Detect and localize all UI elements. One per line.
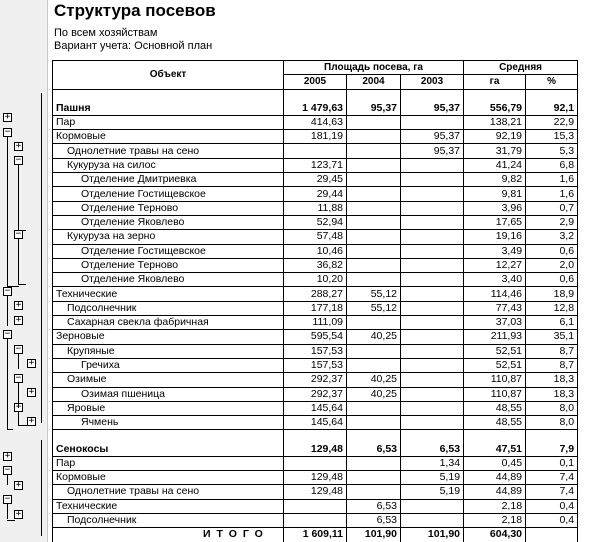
cell-v2003	[401, 358, 464, 372]
table-row	[53, 115, 578, 129]
cell-v2005: 57,48	[284, 230, 347, 244]
cell-ga: 114,46	[464, 287, 526, 301]
cell-v2003: 1,34	[401, 456, 464, 470]
collapse-icon[interactable]: −	[15, 344, 22, 354]
cell-v2003	[401, 499, 464, 513]
row-label: Технические	[53, 499, 284, 513]
cell-pct: 8,7	[526, 344, 578, 358]
cell-v2004	[347, 144, 401, 158]
cell-v2005: 292,37	[284, 373, 347, 387]
cell-pct: 0,4	[526, 513, 578, 527]
expand-icon[interactable]: +	[15, 480, 22, 490]
cell-v2005	[284, 144, 347, 158]
table-row	[53, 513, 578, 527]
cell-ga: 138,21	[464, 115, 526, 129]
cell-v2004: 6,53	[347, 499, 401, 513]
expand-icon[interactable]: +	[15, 141, 22, 151]
table-row	[53, 102, 578, 116]
table-row	[53, 215, 578, 229]
outline-connector-line	[7, 286, 19, 287]
outline-connector-line	[18, 165, 19, 230]
col-header-average: Средняя	[464, 61, 578, 75]
table-row	[53, 456, 578, 470]
cell-v2005: 145,64	[284, 401, 347, 415]
cell-v2003: 6,53	[401, 442, 464, 456]
spacer-row	[53, 89, 578, 102]
cell-pct: 0,4	[526, 499, 578, 513]
cell-pct: 0,6	[526, 273, 578, 287]
cell-ga: 31,79	[464, 144, 526, 158]
cell-v2004	[347, 456, 401, 470]
cell-v2003	[401, 215, 464, 229]
cell-v2003: 95,37	[401, 144, 464, 158]
cell-v2004	[347, 230, 401, 244]
cell-v2005: 157,53	[284, 358, 347, 372]
collapse-icon[interactable]: −	[4, 329, 11, 339]
cell-v2003	[401, 201, 464, 215]
table-row	[53, 442, 578, 456]
total-ga: 604,30	[464, 528, 526, 542]
sowing-structure-table	[52, 60, 578, 542]
cell-pct: 1,6	[526, 173, 578, 187]
cell-v2005: 129,48	[284, 471, 347, 485]
cell-pct: 8,7	[526, 358, 578, 372]
cell-v2005: 29,44	[284, 187, 347, 201]
cell-ga: 19,16	[464, 230, 526, 244]
cell-v2004: 40,25	[347, 387, 401, 401]
cell-v2004	[347, 215, 401, 229]
cell-v2003	[401, 330, 464, 344]
cell-pct: 1,6	[526, 187, 578, 201]
row-label: Кормовые	[53, 471, 284, 485]
cell-v2003	[401, 173, 464, 187]
row-label: Крупяные	[53, 344, 284, 358]
total-v2004: 101,90	[347, 528, 401, 542]
collapse-icon[interactable]: −	[15, 155, 22, 165]
cell-ga: 2,18	[464, 513, 526, 527]
row-label: Отделение Дмитриевка	[53, 173, 284, 187]
col-header-ga: га	[464, 75, 526, 89]
row-label: Кукуруза на силос	[53, 158, 284, 172]
outline-connector-line	[18, 412, 19, 426]
cell-ga: 77,43	[464, 301, 526, 315]
collapse-icon[interactable]: −	[4, 286, 11, 296]
outline-connector-line	[18, 425, 28, 426]
cell-v2004: 6,53	[347, 513, 401, 527]
cell-v2005: 595,54	[284, 330, 347, 344]
cell-pct: 7,9	[526, 442, 578, 456]
cell-ga: 556,79	[464, 102, 526, 116]
row-label: Пар	[53, 456, 284, 470]
total-row	[53, 528, 578, 542]
expand-icon[interactable]: +	[4, 112, 11, 122]
subtitle-scope: По всем хозяйствам	[54, 27, 158, 39]
cell-v2003	[401, 115, 464, 129]
cell-v2005: 11,88	[284, 201, 347, 215]
cell-v2005	[284, 456, 347, 470]
cell-ga: 92,19	[464, 130, 526, 144]
cell-v2004	[347, 258, 401, 272]
cell-v2003	[401, 244, 464, 258]
row-label: Отделение Яковлево	[53, 215, 284, 229]
col-header-area: Площадь посева, га	[284, 61, 464, 75]
collapse-icon[interactable]: −	[4, 494, 11, 504]
row-label: Сенокосы	[53, 442, 284, 456]
cell-ga: 12,27	[464, 258, 526, 272]
cell-v2004: 55,12	[347, 287, 401, 301]
cell-v2004	[347, 130, 401, 144]
outline-connector-line	[41, 440, 42, 536]
cell-ga: 52,51	[464, 344, 526, 358]
row-label: Однолетние травы на сено	[53, 144, 284, 158]
outline-connector-line	[41, 93, 42, 423]
cell-v2005: 10,20	[284, 273, 347, 287]
expand-icon[interactable]: +	[28, 387, 35, 397]
cell-pct: 0,6	[526, 244, 578, 258]
table-row	[53, 358, 578, 372]
outline-connector-line	[7, 475, 8, 485]
collapse-icon[interactable]: −	[4, 465, 11, 475]
cell-ga: 110,87	[464, 387, 526, 401]
cell-ga: 3,40	[464, 273, 526, 287]
row-label: Ячмень	[53, 416, 284, 430]
cell-v2004	[347, 273, 401, 287]
outline-connector-line	[7, 339, 8, 429]
cell-v2004: 6,53	[347, 442, 401, 456]
cell-v2005: 1 479,63	[284, 102, 347, 116]
total-v2005: 1 609,11	[284, 528, 347, 542]
outline-connector-line	[7, 504, 8, 519]
row-label: Подсолнечник	[53, 301, 284, 315]
expand-icon[interactable]: +	[4, 451, 11, 461]
cell-v2005: 177,18	[284, 301, 347, 315]
cell-v2005: 129,48	[284, 442, 347, 456]
outline-connector-line	[7, 296, 8, 326]
cell-v2003	[401, 373, 464, 387]
table-row	[53, 344, 578, 358]
cell-v2003: 95,37	[401, 102, 464, 116]
cell-v2005: 414,63	[284, 115, 347, 129]
cell-pct: 92,1	[526, 102, 578, 116]
collapse-icon[interactable]: −	[15, 402, 22, 412]
cell-pct: 8,0	[526, 416, 578, 430]
outline-gutter	[0, 0, 48, 542]
outline-connector-line	[18, 230, 26, 231]
cell-pct: 18,9	[526, 287, 578, 301]
outline-connector-line	[18, 284, 26, 285]
cell-v2003	[401, 301, 464, 315]
table-row	[53, 401, 578, 415]
row-label: Технические	[53, 287, 284, 301]
cell-pct: 22,9	[526, 115, 578, 129]
total-v2003: 101,90	[401, 528, 464, 542]
table-row	[53, 471, 578, 485]
table-row	[53, 485, 578, 499]
cell-v2004: 40,25	[347, 330, 401, 344]
table-row	[53, 258, 578, 272]
cell-v2004	[347, 173, 401, 187]
row-label: Однолетние травы на сено	[53, 485, 284, 499]
cell-v2005: 288,27	[284, 287, 347, 301]
col-header-2003: 2003	[401, 75, 464, 89]
row-label: Зерновые	[53, 330, 284, 344]
cell-pct: 0,1	[526, 456, 578, 470]
cell-pct: 12,8	[526, 301, 578, 315]
cell-ga: 9,81	[464, 187, 526, 201]
cell-pct: 2,0	[526, 258, 578, 272]
cell-v2004	[347, 244, 401, 258]
collapse-icon[interactable]: −	[15, 229, 22, 239]
cell-pct: 6,1	[526, 316, 578, 330]
cell-v2004	[347, 471, 401, 485]
collapse-icon[interactable]: −	[4, 127, 11, 137]
cell-v2005: 10,46	[284, 244, 347, 258]
cell-pct: 18,3	[526, 373, 578, 387]
table-row	[53, 499, 578, 513]
cell-ga: 44,89	[464, 471, 526, 485]
cell-v2004	[347, 158, 401, 172]
table-row	[53, 144, 578, 158]
row-label: Отделение Терново	[53, 201, 284, 215]
cell-v2005: 111,09	[284, 316, 347, 330]
row-label: Озимая пшеница	[53, 387, 284, 401]
table-row	[53, 130, 578, 144]
cell-ga: 52,51	[464, 358, 526, 372]
table-row	[53, 387, 578, 401]
cell-v2004: 95,37	[347, 102, 401, 116]
cell-v2004: 55,12	[347, 301, 401, 315]
table-row	[53, 201, 578, 215]
row-label: Кукуруза на зерно	[53, 230, 284, 244]
cell-v2003	[401, 513, 464, 527]
cell-v2005	[284, 499, 347, 513]
cell-v2003	[401, 158, 464, 172]
cell-v2003	[401, 387, 464, 401]
cell-ga: 0,45	[464, 456, 526, 470]
cell-pct: 3,2	[526, 230, 578, 244]
cell-v2003	[401, 230, 464, 244]
collapse-icon[interactable]: −	[15, 373, 22, 383]
outline-connector-line	[18, 383, 19, 408]
outline-connector-line	[7, 429, 13, 430]
cell-v2004	[347, 344, 401, 358]
cell-v2005	[284, 513, 347, 527]
col-header-pct: %	[526, 75, 578, 89]
cell-v2005: 123,71	[284, 158, 347, 172]
cell-v2004: 40,25	[347, 373, 401, 387]
spacer-row	[53, 430, 578, 443]
table-row	[53, 273, 578, 287]
cell-v2004	[347, 316, 401, 330]
row-label: Отделение Терново	[53, 258, 284, 272]
expand-icon[interactable]: +	[15, 509, 22, 519]
cell-v2003: 95,37	[401, 130, 464, 144]
cell-ga: 37,03	[464, 316, 526, 330]
cell-pct: 0,7	[526, 201, 578, 215]
cell-pct: 8,0	[526, 401, 578, 415]
cell-pct: 15,3	[526, 130, 578, 144]
expand-icon[interactable]: +	[15, 300, 22, 310]
cell-v2003: 5,19	[401, 485, 464, 499]
cell-ga: 2,18	[464, 499, 526, 513]
cell-v2004	[347, 358, 401, 372]
cell-ga: 44,89	[464, 485, 526, 499]
cell-v2004	[347, 485, 401, 499]
cell-v2003	[401, 273, 464, 287]
table-row	[53, 416, 578, 430]
row-label: Отделение Яковлево	[53, 273, 284, 287]
outline-connector-line	[7, 137, 8, 287]
total-pct	[526, 528, 578, 542]
col-header-object: Объект	[53, 61, 284, 90]
outline-connector-line	[18, 354, 19, 369]
cell-pct: 18,3	[526, 387, 578, 401]
cell-v2004	[347, 201, 401, 215]
cell-v2005: 157,53	[284, 344, 347, 358]
cell-v2003	[401, 258, 464, 272]
row-label: Озимые	[53, 373, 284, 387]
cell-ga: 47,51	[464, 442, 526, 456]
cell-v2005: 292,37	[284, 387, 347, 401]
col-header-2005: 2005	[284, 75, 347, 89]
cell-ga: 48,55	[464, 416, 526, 430]
cell-ga: 17,65	[464, 215, 526, 229]
cell-v2003: 5,19	[401, 471, 464, 485]
table-row	[53, 244, 578, 258]
expand-icon[interactable]: +	[28, 358, 35, 368]
table-row	[53, 316, 578, 330]
cell-ga: 48,55	[464, 401, 526, 415]
cell-v2005: 36,82	[284, 258, 347, 272]
outline-connector-line	[18, 239, 19, 284]
cell-ga: 41,24	[464, 158, 526, 172]
cell-v2003	[401, 401, 464, 415]
cell-v2004	[347, 416, 401, 430]
cell-v2004	[347, 187, 401, 201]
cell-v2005: 129,48	[284, 485, 347, 499]
row-label: Сахарная свекла фабричная	[53, 316, 284, 330]
cell-v2003	[401, 287, 464, 301]
cell-v2004	[347, 401, 401, 415]
subtitle-variant: Вариант учета: Основной план	[54, 40, 213, 52]
cell-v2005: 52,94	[284, 215, 347, 229]
row-label: Отделение Гостищевское	[53, 187, 284, 201]
cell-ga: 211,93	[464, 330, 526, 344]
cell-v2003	[401, 344, 464, 358]
cell-v2003	[401, 187, 464, 201]
row-label: Пар	[53, 115, 284, 129]
table-row	[53, 230, 578, 244]
cell-pct: 2,9	[526, 215, 578, 229]
row-label: Гречиха	[53, 358, 284, 372]
cell-ga: 9,82	[464, 173, 526, 187]
table-row	[53, 287, 578, 301]
table-row	[53, 330, 578, 344]
cell-pct: 5,3	[526, 144, 578, 158]
row-label: Кормовые	[53, 130, 284, 144]
table-row	[53, 301, 578, 315]
cell-v2005: 29,45	[284, 173, 347, 187]
expand-icon[interactable]: +	[15, 315, 22, 325]
table-row	[53, 187, 578, 201]
total-label: ИТОГО	[53, 528, 284, 542]
expand-icon[interactable]: +	[28, 416, 35, 426]
col-header-2004: 2004	[347, 75, 401, 89]
row-label: Подсолнечник	[53, 513, 284, 527]
cell-v2005: 181,19	[284, 130, 347, 144]
row-label: Пашня	[53, 102, 284, 116]
cell-ga: 3,49	[464, 244, 526, 258]
row-label: Отделение Гостищевское	[53, 244, 284, 258]
table-row	[53, 158, 578, 172]
outline-connector-line	[7, 520, 15, 521]
table-row	[53, 373, 578, 387]
cell-v2003	[401, 416, 464, 430]
cell-ga: 110,87	[464, 373, 526, 387]
cell-pct: 35,1	[526, 330, 578, 344]
cell-pct: 7,4	[526, 471, 578, 485]
page-title: Структура посевов	[54, 1, 216, 20]
cell-v2004	[347, 115, 401, 129]
cell-pct: 6,8	[526, 158, 578, 172]
table-row	[53, 173, 578, 187]
cell-pct: 7,4	[526, 485, 578, 499]
cell-v2003	[401, 316, 464, 330]
cell-v2005: 145,64	[284, 416, 347, 430]
row-label: Яровые	[53, 401, 284, 415]
cell-ga: 3,96	[464, 201, 526, 215]
